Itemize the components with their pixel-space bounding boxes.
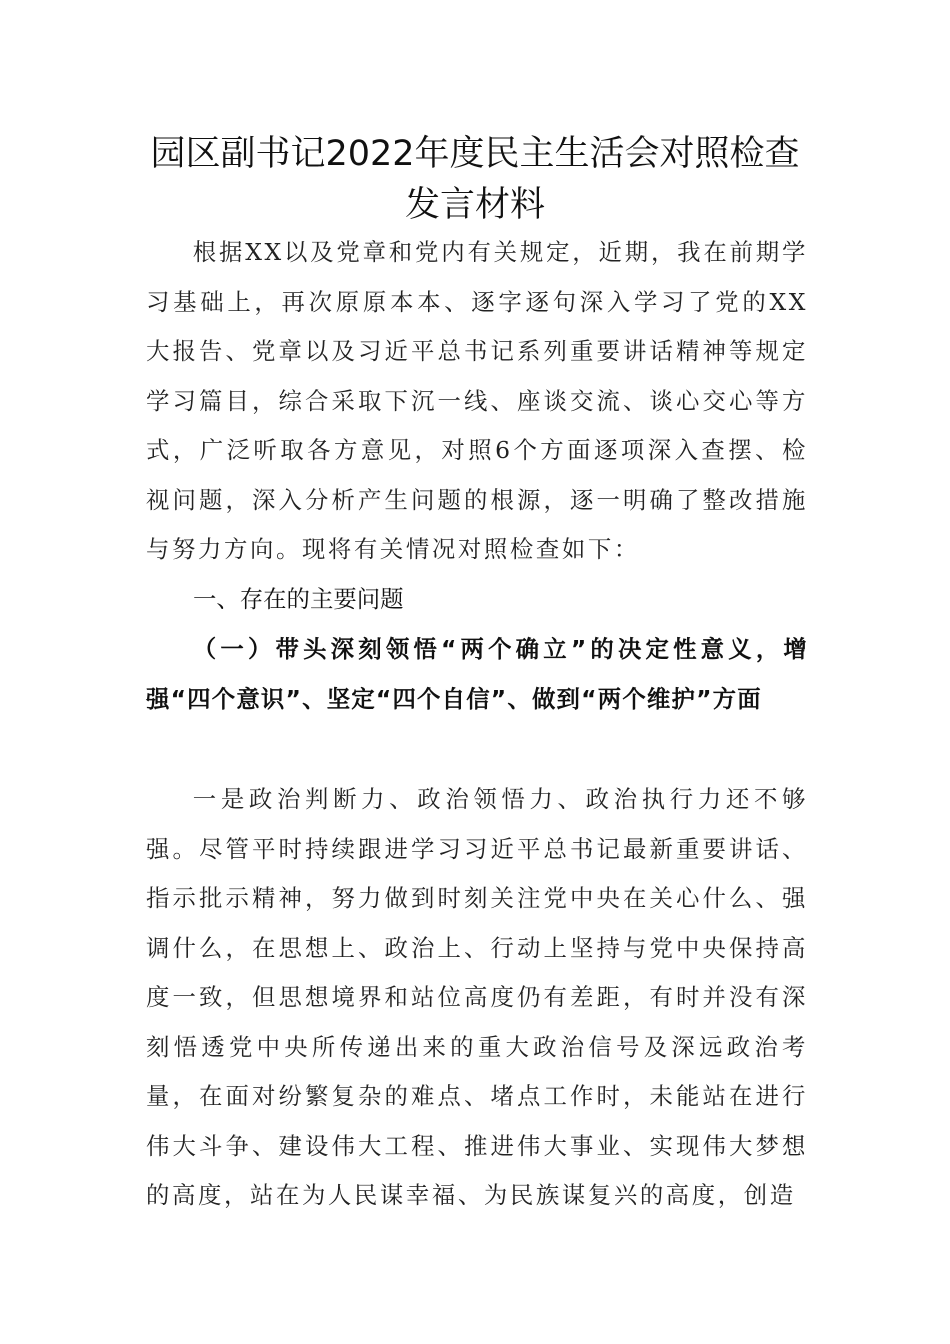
body-paragraph: 一是政治判断力、政治领悟力、政治执行力还不够强。尽管平时持续跟进学习习近平总书记最新重要讲话、指示批示精神，努力做到时刻关注党中央在关心什么、强调什么，在思想上、政治上、行动上坚持与党中央保持高度一致，但思想境界和站位高度仍有差距，有时并没有深刻悟透党中央所传递出来的重大政治信号及深远政治考量，在面对纷繁复杂的难点、堵点工作时，未能站在进行伟大斗争、建设伟大工程、推进伟大事业、实现伟大梦想的高度，站在为人民谋幸福、为民族谋复兴的高度，创造 [146,785,808,1209]
section-heading: 一、存在的主要问题 [193,585,404,613]
intro-paragraph: 根据XX以及党章和党内有关规定，近期，我在前期学习基础上，再次原原本本、逐字逐句深入学习了党的XX大报告、党章以及习近平总书记系列重要讲话精神等规定学习篇目，综合采取下沉一线、座谈交流、谈心交心等方式，广泛听取各方意见，对照6个方面逐项深入查摆、检视问题，深入分析产生问题的根源，逐一明确了整改措施与努力方向。现将有关情况对照检查如下： [146,238,808,563]
document-title-line-1: 园区副书记2022年度民主生活会对照检查 [150,134,800,174]
document-title-line-2: 发言材料 [404,185,545,225]
subsection-heading: （一）带头深刻领悟“两个确立”的决定性意义，增强“四个意识”、坚定“四个自信”、做到“两个维护”方面 [146,635,808,713]
